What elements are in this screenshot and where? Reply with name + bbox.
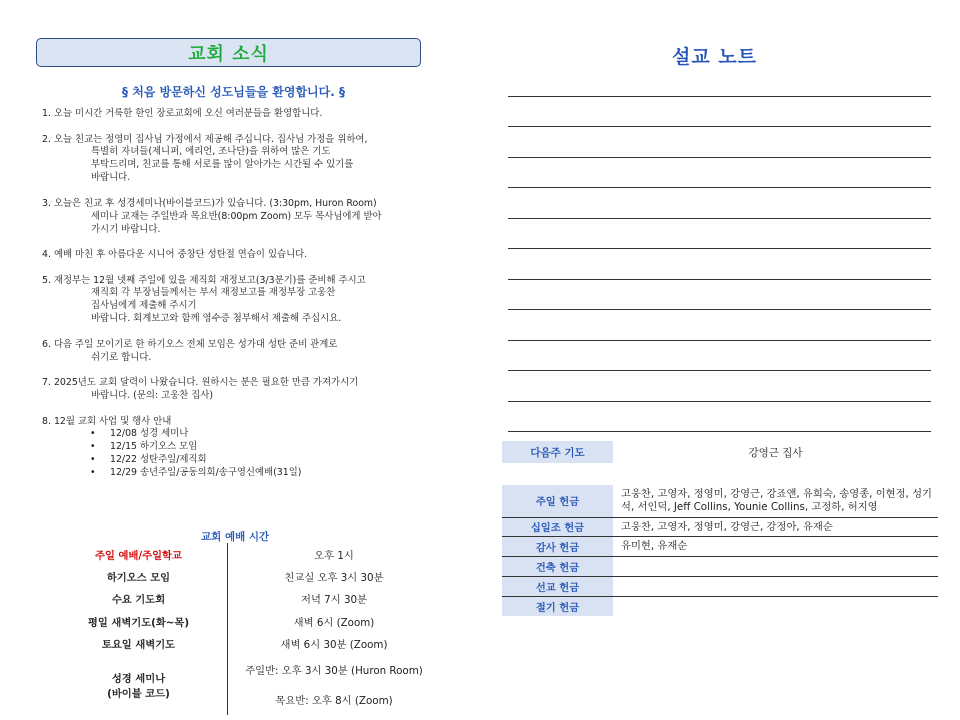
- prayer-label: 다음주 기도: [502, 441, 613, 463]
- offering-names: 고웅찬, 고영자, 정영미, 강영근, 강죠앤, 유희숙, 송영종, 이현정, 성기석, 서인덕, Jeff Collins, Younie Collins, 고정하, 허지영: [621, 488, 932, 513]
- note-line[interactable]: [508, 218, 931, 219]
- note-line[interactable]: [508, 157, 931, 158]
- worship-schedule-table: [50, 543, 440, 715]
- note-line[interactable]: [508, 340, 931, 341]
- notice-item: 6. 다음 주일 모이기로 한 하기오스 전체 모임은 성가대 성탄 준비 관계로 쉬기로 합니다.: [42, 338, 338, 363]
- offering-table: [502, 485, 938, 616]
- worship-time: 오후 1시: [227, 543, 440, 565]
- offering-row: [502, 597, 938, 616]
- offering-label: 선교 헌금: [502, 577, 613, 596]
- worship-name: 성경 세미나 (바이블 코드): [107, 672, 170, 700]
- worship-row: [50, 565, 440, 587]
- note-line[interactable]: [508, 401, 931, 402]
- offering-label: 감사 헌금: [502, 537, 613, 556]
- event-item: • 12/22 성탄주일/제직회: [90, 454, 431, 467]
- note-line[interactable]: [508, 96, 931, 97]
- offering-label: 절기 헌금: [502, 597, 613, 616]
- offering-names: 유미현, 유재순: [621, 540, 688, 553]
- church-news-section: [36, 38, 431, 493]
- event-list: [42, 428, 431, 480]
- note-line[interactable]: [508, 126, 931, 127]
- offering-names: [613, 577, 938, 596]
- worship-row: [50, 655, 440, 715]
- worship-time: 새벽 6시 30분 (Zoom): [227, 633, 440, 655]
- note-line[interactable]: [508, 248, 931, 249]
- worship-schedule-title: 교회 예배 시간: [201, 531, 270, 543]
- offering-row: [502, 557, 938, 577]
- next-week-prayer: [502, 441, 938, 463]
- offering-row: [502, 518, 938, 538]
- worship-time: 새벽 6시 (Zoom): [227, 610, 440, 632]
- worship-time: 주일반: 오후 3시 30분 (Huron Room) 목요반: 오후 8시 (Zoom): [227, 655, 440, 715]
- sermon-notes-title: 설교 노트: [672, 46, 758, 68]
- worship-name: 평일 새벽기도(화~목): [87, 616, 190, 629]
- offering-label: 주일 헌금: [502, 485, 613, 517]
- church-news-banner: [36, 38, 421, 67]
- worship-row: [50, 543, 440, 565]
- worship-name: 토요일 새벽기도: [101, 639, 176, 652]
- notice-item: 5. 재정부는 12월 넷째 주일에 있을 제직회 재정보고(3/3분기)를 준비해 주시고 재직회 각 부장님들께서는 부서 재정보고를 재정부장 고웅찬 집사님에게 제출해 주시기 바랍니다. 회계보고와 함께 영수증 첨부해서 제출해 주십시요.: [42, 274, 366, 325]
- note-line[interactable]: [508, 431, 931, 432]
- offering-label: 건축 헌금: [502, 557, 613, 576]
- worship-row: [50, 610, 440, 632]
- worship-name: 주일 예배/주일학교: [95, 549, 182, 562]
- prayer-value: 강영근 집사: [748, 446, 803, 459]
- note-line[interactable]: [508, 279, 931, 280]
- notice-item: 8. 12월 교회 사업 및 행사 안내 • 12/08 성경 세미나 • 12/15 하기오스 모임 • 12/22 성탄주일/제직회 • 12/29 송년주일/공동의회/송구영신예배(31일): [42, 416, 431, 481]
- worship-row: [50, 633, 440, 655]
- event-item: • 12/29 송년주일/공동의회/송구영신예배(31일): [90, 467, 431, 480]
- church-news-title: 교회 소식: [188, 43, 269, 65]
- notice-list: [36, 108, 431, 480]
- notice-item: 4. 예배 마친 후 아름다운 시니어 중창단 성탄절 연습이 있습니다.: [42, 249, 308, 261]
- offering-names: [613, 597, 938, 616]
- note-line[interactable]: [508, 370, 931, 371]
- note-line[interactable]: [508, 187, 931, 188]
- welcome-message: § 처음 방문하신 성도님들을 환영합니다. §: [122, 85, 345, 99]
- offering-row: [502, 577, 938, 597]
- worship-name: 하기오스 모임: [106, 572, 171, 585]
- offering-row: [502, 537, 938, 557]
- event-item: • 12/08 성경 세미나: [90, 428, 431, 441]
- worship-row: [50, 588, 440, 610]
- notice-item: 3. 오늘은 친교 후 성경세미나(바이블코드)가 있습니다. (3:30pm, Huron Room) 세미나 교재는 주일반과 목요반(8:00pm Zoom) 모두 목사님에게 받아 가시기 바랍니다.: [42, 197, 382, 235]
- offering-names: [613, 557, 938, 576]
- worship-time: 친교실 오후 3시 30분: [227, 565, 440, 587]
- worship-time: 저녁 7시 30분: [227, 588, 440, 610]
- offering-row: [502, 485, 938, 518]
- notice-item: 2. 오늘 친교는 정영미 집사님 가정에서 제공해 주십니다. 집사님 가정을 위하여, 특별히 자녀들(제니퍼, 에리언, 조나단)을 위하여 많은 기도 부탁드리며, 친교를 통해 서로를 많이 알아가는 시간될 수 있기를 바랍니다.: [42, 133, 368, 184]
- note-line[interactable]: [508, 309, 931, 310]
- offering-names: 고웅찬, 고영자, 정영미, 강영근, 강정아, 유재순: [621, 520, 833, 533]
- event-item: • 12/15 하기오스 모임: [90, 441, 431, 454]
- notice-item: 7. 2025년도 교회 달력이 나왔습니다. 원하시는 분은 필요한 만큼 가져가시기 바랍니다. (문의: 고웅찬 집사): [42, 377, 359, 402]
- offering-label: 십일조 헌금: [502, 518, 613, 537]
- notice-item: 1. 오늘 미시간 거룩한 한인 장로교회에 오신 여러분들을 환영합니다.: [42, 108, 323, 119]
- worship-name: 수요 기도회: [111, 594, 166, 607]
